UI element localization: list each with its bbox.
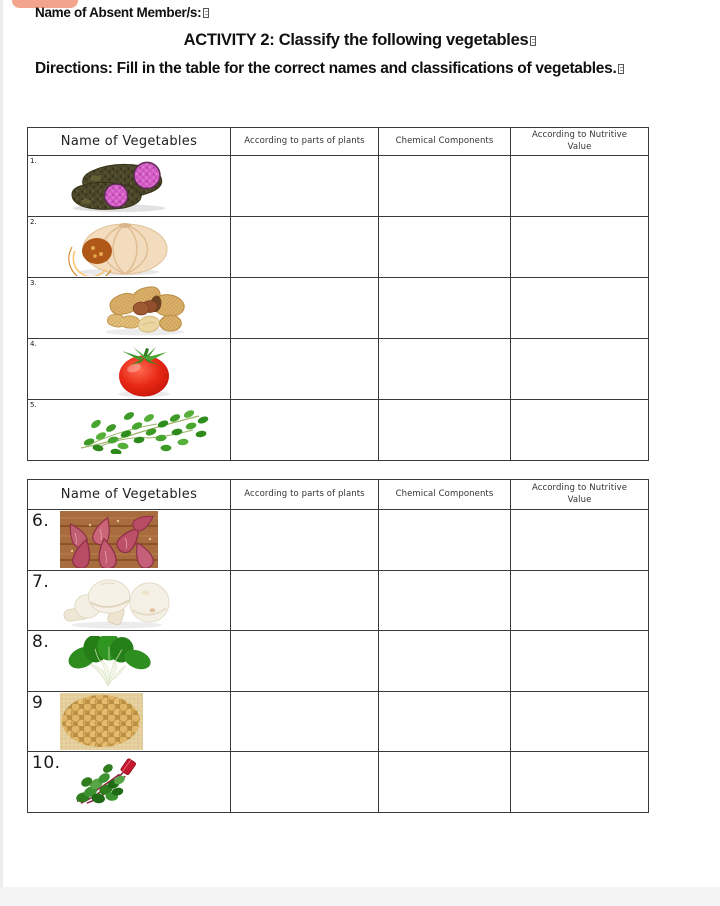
col-header-parts: According to parts of plants	[231, 480, 379, 510]
answer-cell[interactable]	[379, 510, 511, 571]
row-number: 5.	[30, 401, 37, 409]
answer-cell[interactable]	[231, 631, 379, 692]
col-header-nutritive: According to Nutritive Value	[511, 480, 649, 510]
row-number: 1.	[30, 157, 37, 165]
answer-cell[interactable]	[231, 278, 379, 339]
table-row-10	[28, 752, 649, 813]
directions-text: Directions: Fill in the table for the correct names and classifications of vegetables.	[35, 60, 617, 77]
row-number: 6.	[32, 511, 50, 531]
col-header-parts: According to parts of plants	[231, 128, 379, 156]
answer-cell[interactable]	[231, 156, 379, 217]
tomato-image	[106, 345, 182, 398]
table-row-7	[28, 570, 649, 631]
answer-cell[interactable]	[231, 752, 379, 813]
vegetable-cell-7	[28, 570, 231, 631]
vegetable-cell-2	[28, 217, 231, 278]
row-number: 7.	[32, 571, 50, 592]
table-row-8	[28, 631, 649, 692]
answer-cell[interactable]	[231, 339, 379, 400]
viewer-background-strip	[0, 887, 720, 906]
col-header-name: Name of Vegetables	[28, 128, 231, 156]
answer-cell[interactable]	[379, 156, 511, 217]
answer-cell[interactable]	[511, 278, 649, 339]
squash-image	[61, 221, 173, 276]
answer-cell[interactable]	[379, 691, 511, 752]
vegetable-cell-8	[28, 631, 231, 692]
answer-cell[interactable]	[511, 631, 649, 692]
alugbati-image	[68, 755, 143, 808]
answer-cell[interactable]	[511, 570, 649, 631]
activity-title-text: ACTIVITY 2: Classify the following vegetables	[183, 31, 529, 49]
answer-cell[interactable]	[511, 752, 649, 813]
table-row-9	[28, 691, 649, 752]
missing-glyph	[618, 64, 624, 74]
row-number: 2.	[30, 218, 37, 226]
answer-cell[interactable]	[231, 570, 379, 631]
table-row-6	[28, 510, 649, 571]
answer-cell[interactable]	[511, 339, 649, 400]
row-number: 8.	[32, 632, 50, 652]
row-number: 4.	[30, 340, 37, 348]
answer-cell[interactable]	[511, 217, 649, 278]
vegetable-cell-6	[28, 510, 231, 571]
activity-title	[0, 31, 720, 50]
missing-glyph	[530, 36, 536, 46]
vegetable-cell-3	[28, 278, 231, 339]
answer-cell[interactable]	[231, 691, 379, 752]
answer-cell[interactable]	[379, 400, 511, 461]
answer-cell[interactable]	[379, 570, 511, 631]
missing-glyph	[203, 8, 209, 18]
table-row-2	[28, 217, 649, 278]
soybeans-image	[60, 693, 143, 750]
answer-cell[interactable]	[511, 510, 649, 571]
table-row-1	[28, 156, 649, 217]
table1-header-row	[28, 128, 649, 156]
answer-cell[interactable]	[231, 510, 379, 571]
answer-cell[interactable]	[511, 400, 649, 461]
absent-member-label	[35, 5, 209, 20]
col-header-chemical: Chemical Components	[379, 480, 511, 510]
answer-cell[interactable]	[379, 278, 511, 339]
col-header-nutritive: According to Nutritive Value	[511, 128, 649, 156]
vegetable-cell-9	[28, 691, 231, 752]
pechay-image	[62, 636, 155, 688]
vegetable-cell-5	[28, 400, 231, 461]
table-row-5	[28, 400, 649, 461]
directions-line	[35, 60, 624, 78]
moringa-leaves-image	[71, 406, 211, 454]
col-header-name: Name of Vegetables	[28, 480, 231, 510]
vegetable-cell-10	[28, 752, 231, 813]
classification-table-2	[27, 479, 649, 813]
vegetable-cell-1	[28, 156, 231, 217]
table-row-4	[28, 339, 649, 400]
row-number: 10.	[32, 753, 61, 773]
answer-cell[interactable]	[231, 217, 379, 278]
col-header-chemical: Chemical Components	[379, 128, 511, 156]
mushrooms-image	[57, 573, 172, 629]
row-number: 9	[32, 692, 44, 713]
shallots-image	[60, 511, 158, 568]
row-number: 3.	[30, 279, 37, 287]
answer-cell[interactable]	[231, 400, 379, 461]
answer-cell[interactable]	[379, 631, 511, 692]
purple-yam-image	[56, 159, 184, 213]
peanuts-image	[95, 280, 193, 337]
answer-cell[interactable]	[511, 691, 649, 752]
table-row-3	[28, 278, 649, 339]
table2-header-row	[28, 480, 649, 510]
page-left-edge	[0, 0, 3, 887]
vegetable-cell-4	[28, 339, 231, 400]
classification-table-1	[27, 127, 649, 461]
answer-cell[interactable]	[379, 752, 511, 813]
absent-member-text: Name of Absent Member/s:	[35, 5, 202, 20]
answer-cell[interactable]	[379, 339, 511, 400]
answer-cell[interactable]	[511, 156, 649, 217]
answer-cell[interactable]	[379, 217, 511, 278]
